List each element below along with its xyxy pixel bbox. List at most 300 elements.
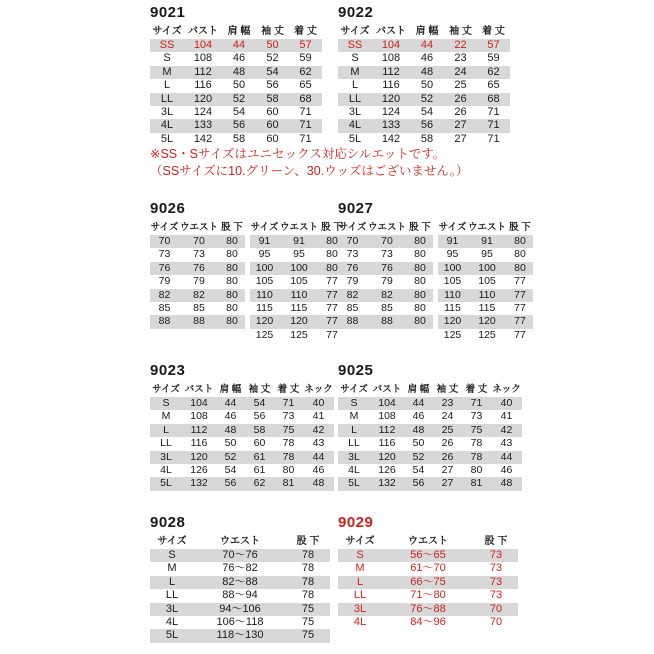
note-line-2: （SSサイズに10.グリーン、30.ウッズはございません。） [150,164,469,178]
table-cell: 85 [158,301,171,314]
table-cell: 80 [219,289,245,302]
table-cell: 3L [150,603,194,616]
column-header: サイズ [340,26,370,37]
table-cell: 54 [232,105,246,118]
column-header: ネック [492,384,521,395]
table-cell: SS [338,39,372,52]
table-cell: 65 [487,79,500,92]
table-cell: 56 [222,119,256,132]
table-row [338,66,510,79]
table-cell: 76 [367,262,407,275]
table-cell: S [351,52,359,65]
table-cell: 80 [319,235,345,248]
column-header: バスト [376,26,406,37]
table-row [338,549,518,562]
table-cell: 95 [481,248,493,261]
table-cell: 77 [326,275,338,288]
table-cell: 44 [303,451,334,464]
column-header: ネック [304,384,333,395]
table-cell: 120 [184,93,222,106]
table-cell: 88 [367,315,407,328]
table-row [338,437,522,450]
table-cell [219,329,245,342]
table-row [338,275,533,288]
table-cell: 46 [420,52,434,65]
table-row [150,275,345,288]
table-cell: 4L [150,119,184,132]
table-cell: 73 [489,562,503,575]
column-header: サイズ [152,26,182,37]
table-cell: 77 [514,275,526,288]
table-row [150,562,330,575]
column-header: 股 下 [409,222,431,233]
table-cell: 73 [474,576,518,589]
table-cell: 44 [410,39,444,52]
table-cell: 70〜76 [194,549,286,562]
table-row [338,477,522,490]
table-cell: 116 [378,437,396,450]
table-row [150,66,322,79]
table-cell: 79 [381,275,393,288]
table-cell: 4L [348,463,360,476]
table-row [338,329,533,342]
table-cell: 4L [338,119,372,132]
table-cell: 73 [158,248,171,261]
table-cell: 4L [160,463,172,476]
table-row [150,576,330,589]
table-cell: 44 [216,397,245,410]
column-header: サイズ [150,222,179,233]
table-cell: 75 [286,603,330,616]
table-cell: 133 [184,119,222,132]
table-cell: 71 [487,132,500,145]
table-cell: 48 [303,477,334,490]
table-cell: 57 [477,39,510,52]
table-cell: M [355,562,365,575]
table-cell: 82 [338,289,367,302]
table-cell: 112 [184,66,222,79]
table-row [150,52,322,65]
column-header: ウエスト [367,222,406,233]
table-cell: 3L [348,105,362,118]
table-cell: 78 [301,589,315,602]
column-header: 股 下 [509,222,531,233]
table-cell: 3L [150,451,182,464]
table-cell: 80 [407,289,433,302]
size-table-9025 [338,383,522,491]
table-cell: 80 [514,248,526,261]
table-cell: 56 [253,410,266,423]
table-row [338,93,510,106]
table-cell: 60 [253,437,266,450]
table-cell: 125 [443,328,462,341]
table-cell: 27 [444,119,477,132]
table-cell: L [150,424,182,437]
column-header: 股 下 [321,222,343,233]
table-cell: 77 [507,289,533,302]
table-cell: 95 [293,248,305,261]
table-header-row [338,383,522,397]
table-cell: 42 [491,424,522,437]
table-cell: 80 [282,463,295,476]
table-header-row [338,221,533,235]
table-cell: 80 [470,463,483,476]
table-row [338,248,533,261]
table-cell: 46 [500,463,513,476]
table-cell: 50 [412,437,425,450]
table-cell: 71 [299,132,312,145]
table-cell: 108 [381,52,401,65]
table-cell: 95 [258,248,271,261]
table-cell: 80 [414,248,426,261]
table-row [150,397,334,410]
table-row [338,451,522,464]
table-cell: 115 [478,301,496,314]
table-title-9022: 9022 [338,4,374,21]
table-row [150,133,322,146]
table-cell: 76 [150,262,179,275]
table-cell: 68 [289,93,322,106]
table-cell: 52 [410,93,444,106]
table-cell: 80 [414,301,426,314]
table-row [338,302,533,315]
table-cell: 91 [438,235,467,248]
table-cell: 105 [478,275,496,288]
table-cell: 78 [286,549,330,562]
table-cell: 54 [412,463,425,476]
table-cell: 100 [250,262,279,275]
table-cell: 40 [303,397,334,410]
table-title-9023: 9023 [150,362,186,379]
table-row [150,39,322,52]
table-cell: 95 [446,248,459,261]
table-row [338,315,533,328]
table-cell: 71 [274,397,303,410]
table-cell: 77 [507,315,533,328]
table-row [338,119,510,132]
table-cell: 77 [326,301,338,314]
table-cell: 52 [216,451,245,464]
table-cell: 73 [282,410,295,423]
table-cell: 58 [420,132,434,145]
column-header: サイズ [157,536,187,547]
table-cell: 91 [467,235,507,248]
table-cell: S [150,549,194,562]
table-cell: 108 [193,52,213,65]
table-row [150,289,345,302]
table-cell: 108 [190,410,208,423]
table-row [150,477,334,490]
table-cell: 50 [256,39,289,52]
table-cell: 77 [514,301,526,314]
column-header: サイズ [250,222,279,233]
table-cell: 22 [444,39,477,52]
table-cell: 59 [487,52,500,65]
table-cell: 106〜118 [216,615,264,628]
table-row [150,464,334,477]
size-table-9029 [338,535,518,629]
table-cell: 24 [441,410,454,423]
table-cell: 110 [250,289,279,302]
column-header: サイズ [152,384,180,395]
table-cell [367,329,407,342]
table-cell: 70 [367,235,407,248]
table-cell: 105 [290,275,308,288]
table-cell: 73 [346,248,359,261]
table-cell: 44 [222,39,256,52]
table-cell [407,329,433,342]
table-row [150,616,330,629]
table-cell: 48 [491,477,522,490]
table-cell: 112 [372,66,410,79]
size-table-block-9029 [338,514,518,629]
table-cell [179,329,219,342]
table-cell: 71 [462,397,491,410]
table-row [338,52,510,65]
table-cell: SS [150,39,184,52]
column-header: 股 下 [296,536,320,547]
table-cell: 65 [299,79,312,92]
table-cell: 62 [477,66,510,79]
table-cell: 3L [338,451,370,464]
table-header-row [338,25,510,39]
table-cell: 88 [179,315,219,328]
table-cell: 62 [245,477,274,490]
table-cell: LL [160,437,172,450]
table-header-row [338,535,518,549]
table-cell: 57 [289,39,322,52]
table-cell: 91 [279,235,319,248]
table-row [150,93,322,106]
table-cell: 84〜96 [410,615,446,628]
size-table-9028 [150,535,330,643]
table-cell: 78 [470,437,483,450]
table-cell: 43 [312,437,325,450]
table-cell: 43 [500,437,513,450]
table-cell: 66〜75 [382,576,474,589]
table-cell: 80 [226,248,238,261]
column-header: 股 下 [484,536,508,547]
table-header-row [150,383,334,397]
table-cell: 48 [216,424,245,437]
table-cell: 54 [245,397,274,410]
table-cell: 126 [190,463,208,476]
table-cell: 125 [478,328,496,341]
table-cell: 82 [150,289,179,302]
table-cell: 85 [346,301,359,314]
table-cell: 108 [378,410,396,423]
table-cell: LL [338,93,372,106]
table-cell: 48 [410,66,444,79]
table-cell: 44 [404,397,433,410]
table-cell: 112 [182,424,216,437]
table-cell: 85 [193,301,205,314]
table-cell: 56 [410,119,444,132]
table-cell: LL [348,437,360,450]
table-cell: 79 [158,275,171,288]
table-row [150,248,345,261]
table-cell: 71 [289,119,322,132]
table-cell: 82 [179,289,219,302]
table-cell: 79 [193,275,205,288]
table-cell: 77 [319,289,345,302]
table-cell: 82 [367,289,407,302]
table-cell: 100 [279,262,319,275]
table-cell: 56 [266,79,279,92]
table-cell: 48 [404,424,433,437]
table-cell: 5L [160,132,174,145]
size-table-block-9021 [150,4,322,146]
table-row [338,262,533,275]
table-cell: 60 [266,105,279,118]
column-header: 袖 丈 [248,384,271,395]
table-cell: 52 [222,93,256,106]
table-cell: 105 [255,275,274,288]
table-cell: 88〜94 [222,589,258,602]
table-cell: 71 [477,119,510,132]
column-header: ウエスト [279,222,318,233]
column-header: 肩 幅 [219,384,242,395]
table-cell: 4L [165,615,179,628]
table-cell: 80 [414,275,426,288]
size-table-block-9025 [338,362,522,491]
table-cell: 50 [420,79,434,92]
column-header: バスト [188,26,218,37]
table-cell: 58 [256,93,289,106]
table-row [338,464,522,477]
table-cell: 80 [319,262,345,275]
table-cell: M [349,410,359,423]
table-cell: S [338,397,370,410]
table-cell: LL [165,589,179,602]
table-cell: 75 [462,424,491,437]
table-cell: 75 [301,615,315,628]
table-cell: 120 [467,315,507,328]
table-cell: 59 [299,52,312,65]
table-cell: 5L [338,477,370,490]
table-cell: 80 [407,235,433,248]
size-table-9021 [150,25,322,146]
size-table-block-9023 [150,362,334,491]
table-row [150,424,334,437]
table-cell: 85 [381,301,393,314]
table-cell: 68 [477,93,510,106]
column-header: サイズ [345,536,375,547]
table-row [150,549,330,562]
table-cell: 71 [487,105,500,118]
table-cell: 40 [491,397,522,410]
table-cell: 104 [370,397,404,410]
table-cell: L [338,576,382,589]
table-row [150,119,322,132]
table-cell: 80 [219,315,245,328]
table-row [338,576,518,589]
table-row [338,397,522,410]
table-cell: 120 [279,315,319,328]
table-row [338,424,522,437]
table-row [338,589,518,602]
table-cell: 78 [462,451,491,464]
unisex-note [150,146,468,180]
table-cell: 88 [338,315,367,328]
table-cell: L [163,79,171,92]
table-cell: 78 [301,562,315,575]
size-table-block-9026 [150,200,345,342]
table-row [150,410,334,423]
column-header: 袖 丈 [436,384,459,395]
column-header: 着 丈 [482,26,505,37]
table-cell: 120 [370,451,404,464]
column-header: 肩 幅 [407,384,430,395]
table-cell: 82〜88 [194,576,286,589]
column-header: 袖 丈 [261,26,284,37]
column-header: ウエスト [467,222,506,233]
table-cell: 61 [245,451,274,464]
table-cell: 124 [193,105,213,118]
table-cell: 3L [160,105,174,118]
table-row [338,79,510,92]
table-cell: 73 [193,248,205,261]
table-row [150,235,345,248]
table-cell: 75 [274,424,303,437]
column-header: 着 丈 [277,384,300,395]
table-cell: 88 [150,315,179,328]
table-title-9028: 9028 [150,514,186,531]
table-cell: 91 [250,235,279,248]
table-title-9021: 9021 [150,4,186,21]
table-cell: 132 [182,477,216,490]
table-cell: 50 [232,79,246,92]
column-header: 着 丈 [294,26,317,37]
table-row [150,437,334,450]
table-cell: M [167,562,177,575]
table-cell: 77 [326,328,338,341]
table-cell: 79 [346,275,359,288]
table-cell: 77 [319,315,345,328]
table-cell: 78 [282,437,295,450]
table-cell: 80 [226,275,238,288]
note-line-1: ※SS・Sサイズはユニセックス対応シルエットです。 [150,147,446,161]
table-cell: 52 [266,52,279,65]
table-cell: M [161,410,171,423]
table-cell: 81 [274,477,303,490]
table-row [338,235,533,248]
column-header: バスト [184,384,214,395]
table-cell: 126 [378,463,396,476]
table-row [150,79,322,92]
table-cell: 76 [179,262,219,275]
table-row [150,589,330,602]
table-title-9029: 9029 [338,514,374,531]
table-cell: 58 [232,132,246,145]
table-cell: LL [150,93,184,106]
table-cell: 120 [438,315,467,328]
column-header: ウエスト [179,222,218,233]
table-cell: L [351,79,359,92]
table-cell: 70 [150,235,179,248]
table-header-row [150,535,330,549]
table-cell: 125 [255,328,274,341]
table-cell: 52 [404,451,433,464]
size-table-9027 [338,221,533,342]
table-cell: 27 [441,463,454,476]
table-cell: 75 [286,629,330,642]
table-cell: 116 [382,79,400,92]
table-cell: 110 [467,289,507,302]
table-cell: 44 [491,451,522,464]
table-row [150,302,345,315]
table-cell: 105 [443,275,462,288]
